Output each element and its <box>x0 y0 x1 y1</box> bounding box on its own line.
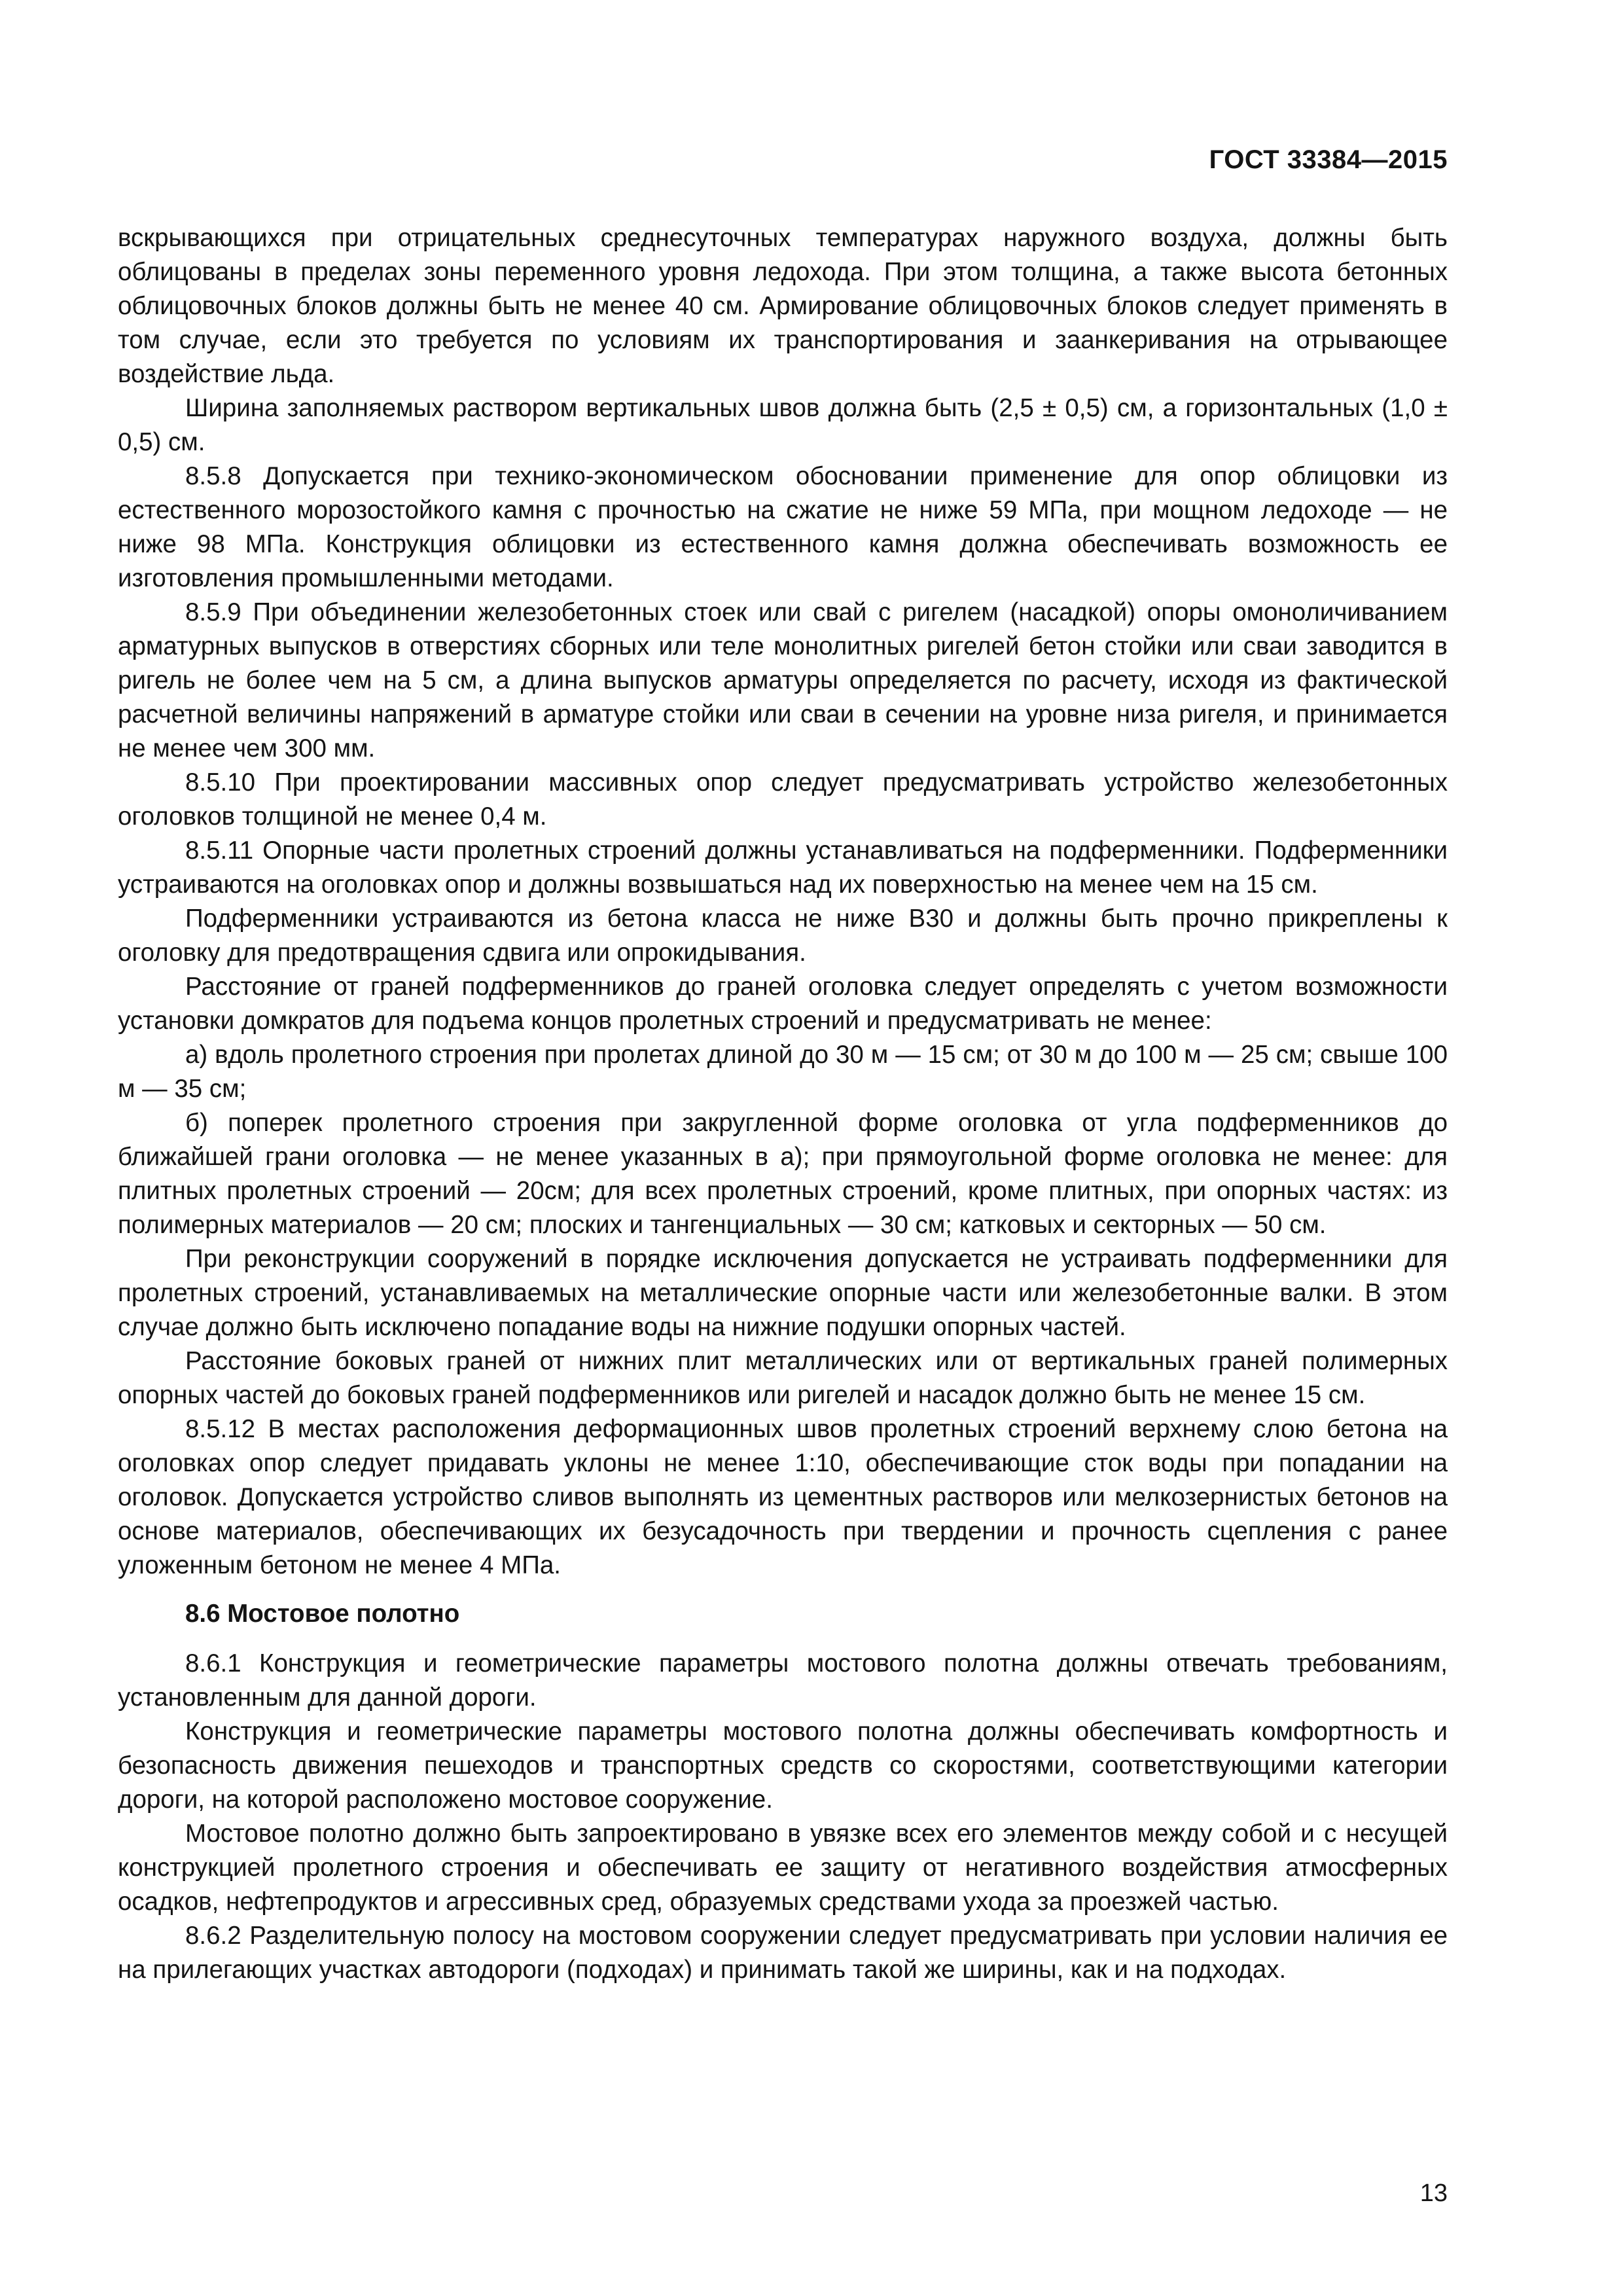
paragraph: Мостовое полотно должно быть запроектировано в увязке всех его элементов между собой и с несущей конструкцией пролетного строения и обеспечивать ее защиту от негативного воздействия атмосферных осадков, нефтепродуктов и агрессивных сред, образуемых средствами ухода за проезжей частью. <box>118 1820 1448 1916</box>
list-item: а) вдоль пролетного строения при пролетах длиной до 30 м — 15 см; от 30 м до 100 м — 25 см; свыше 100 м — 35 см; <box>118 1041 1448 1103</box>
document-body <box>118 221 1448 1987</box>
paragraph: Расстояние от граней подферменников до граней оголовка следует определять с учетом возможности установки домкратов для подъема концов пролетных строений и предусматривать не менее: <box>118 973 1448 1035</box>
paragraph: Подферменники устраиваются из бетона класса не ниже В30 и должны быть прочно прикреплены к оголовку для предотвращения сдвига или опрокидывания. <box>118 905 1448 967</box>
paragraph: 8.5.11 Опорные части пролетных строений должны устанавливаться на подферменники. Подферменники устраиваются на оголовках опор и должны возвышаться над их поверхностью на менее чем на 15 см. <box>118 836 1448 899</box>
paragraph: 8.5.10 При проектировании массивных опор следует предусматривать устройство железобетонных оголовков толщиной не менее 0,4 м. <box>118 768 1448 831</box>
paragraph: 8.5.8 Допускается при технико-экономическом обосновании применение для опор облицовки из естественного морозостойкого камня с прочностью на сжатие не ниже 59 МПа, при мощном ледоходе — не ниже 98 МПа. Конструкция облицовки из естественного камня должна обеспечивать возможность ее изготовления промышленными методами. <box>118 462 1448 592</box>
paragraph: Ширина заполняемых раствором вертикальных швов должна быть (2,5 ± 0,5) см, а горизонтальных (1,0 ± 0,5) см. <box>118 394 1448 456</box>
paragraph: Расстояние боковых граней от нижних плит металлических или от вертикальных граней полимерных опорных частей до боковых граней подферменников или ригелей и насадок должно быть не менее 15 см. <box>118 1347 1448 1409</box>
page-number: 13 <box>1419 2179 1448 2207</box>
paragraph: 8.5.9 При объединении железобетонных стоек или свай с ригелем (насадкой) опоры омоноличиванием арматурных выпусков в отверстиях сборных или теле монолитных ригелей бетон стойки или сваи заводится в ригель не более чем на 5 см, а длина выпусков арматуры определяется по расчету, исходя из фактической расчетной величины напряжений в арматуре стойки или сваи в сечении на уровне низа ригеля, и принимается не менее чем 300 мм. <box>118 598 1448 762</box>
paragraph: При реконструкции сооружений в порядке исключения допускается не устраивать подферменники для пролетных строений, устанавливаемых на металлические опорные части или железобетонные валки. В этом случае должно быть исключено попадание воды на нижние подушки опорных частей. <box>118 1245 1448 1341</box>
paragraph: 8.6.2 Разделительную полосу на мостовом сооружении следует предусматривать при условии наличия ее на прилегающих участках автодороги (подходах) и принимать такой же ширины, как и на подходах. <box>118 1922 1448 1984</box>
paragraph: 8.6.1 Конструкция и геометрические параметры мостового полотна должны отвечать требованиям, установленным для данной дороги. <box>118 1649 1448 1712</box>
paragraph: 8.5.12 В местах расположения деформационных швов пролетных строений верхнему слою бетона на оголовках опор следует придавать уклоны не менее 1:10, обеспечивающие сток воды при попадании на оголовок. Допускается устройство сливов выполнять из цементных растворов или мелкозернистых бетонов на основе материалов, обеспечивающих их безусадочность при твердении и прочность сцепления с ранее уложенным бетоном не менее 4 МПа. <box>118 1415 1448 1579</box>
document-code-header: ГОСТ 33384—2015 <box>1209 145 1448 174</box>
list-item: б) поперек пролетного строения при закругленной форме оголовка от угла подферменников до ближайшей грани оголовка — не менее указанных в а); при прямоугольной форме оголовка не менее: для плитных пролетных строений — 20см; для всех пролетных строений, кроме плитных, при опорных частях: из полимерных материалов — 20 см; плоских и тангенциальных — 30 см; катковых и секторных — 50 см. <box>118 1109 1448 1239</box>
section-heading: 8.6 Мостовое полотно <box>185 1600 460 1628</box>
paragraph: Конструкция и геометрические параметры мостового полотна должны обеспечивать комфортность и безопасность движения пешеходов и транспортных средств со скоростями, соответствующими категории дороги, на которой расположено мостовое сооружение. <box>118 1717 1448 1814</box>
paragraph: вскрывающихся при отрицательных среднесуточных температурах наружного воздуха, должны быть облицованы в пределах зоны переменного уровня ледохода. При этом толщина, а также высота бетонных облицовочных блоков должны быть не менее 40 см. Армирование облицовочных блоков следует применять в том случае, если это требуется по условиям их транспортирования и заанкеривания на отрывающее воздействие льда. <box>118 224 1448 388</box>
